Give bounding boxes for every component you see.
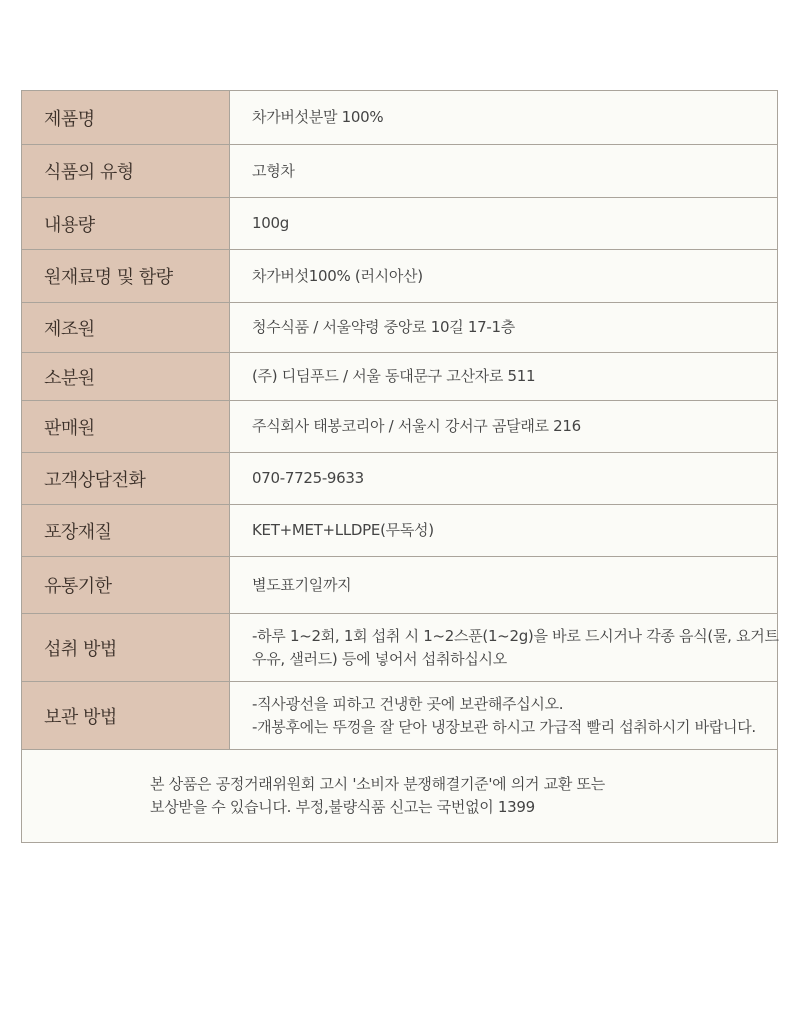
info-row-how-to-take bbox=[22, 614, 778, 682]
product-info-table bbox=[21, 90, 778, 843]
row-value bbox=[230, 401, 778, 453]
info-row-storage bbox=[22, 682, 778, 750]
row-value-line: -직사광선을 피하고 건냉한 곳에 보관해주십시오. bbox=[252, 694, 564, 713]
row-value-line: 070-7725-9633 bbox=[252, 469, 364, 487]
info-row-notice bbox=[22, 750, 778, 843]
row-value-line: (주) 디딤푸드 / 서울 동대문구 고산자로 511 bbox=[252, 367, 536, 385]
info-row-seller bbox=[22, 401, 778, 453]
row-value bbox=[230, 250, 778, 303]
info-row-product-name bbox=[22, 91, 778, 145]
row-label: 보관 방법 bbox=[22, 682, 230, 750]
row-value bbox=[230, 682, 778, 750]
row-value-line: 별도표기일까지 bbox=[252, 575, 352, 594]
row-value-line: 주식회사 태봉코리아 / 서울시 강서구 곰달래로 216 bbox=[252, 417, 581, 435]
row-value bbox=[230, 353, 778, 401]
consumer-notice bbox=[22, 750, 778, 843]
row-label: 판매원 bbox=[22, 401, 230, 453]
info-row-packaging bbox=[22, 505, 778, 557]
row-label: 섭취 방법 bbox=[22, 614, 230, 682]
row-label: 제조원 bbox=[22, 303, 230, 353]
row-label: 유통기한 bbox=[22, 557, 230, 614]
row-value bbox=[230, 303, 778, 353]
row-label: 제품명 bbox=[22, 91, 230, 145]
info-row-manufacturer bbox=[22, 303, 778, 353]
row-label: 포장재질 bbox=[22, 505, 230, 557]
row-value bbox=[230, 198, 778, 250]
row-value bbox=[230, 453, 778, 505]
info-row-customer-phone bbox=[22, 453, 778, 505]
row-label: 원재료명 및 함량 bbox=[22, 250, 230, 303]
row-value-line: 우유, 샐러드) 등에 넣어서 섭취하십시오 bbox=[252, 649, 507, 668]
row-value-line: 100g bbox=[252, 214, 289, 232]
info-row-expiry bbox=[22, 557, 778, 614]
row-value-line: -하루 1~2회, 1회 섭취 시 1~2스푼(1~2g)을 바로 드시거나 각종 음식(물, 요거트 bbox=[252, 626, 779, 645]
notice-line: 본 상품은 공정거래위원회 고시 '소비자 분쟁해결기준'에 의거 교환 또는 bbox=[150, 775, 605, 793]
row-value-line: -개봉후에는 뚜껑을 잘 닫아 냉장보관 하시고 가급적 빨리 섭취하시기 바랍니다. bbox=[252, 717, 756, 736]
info-row-net-content bbox=[22, 198, 778, 250]
row-label: 소분원 bbox=[22, 353, 230, 401]
row-label: 식품의 유형 bbox=[22, 145, 230, 198]
row-value bbox=[230, 91, 778, 145]
info-row-ingredients bbox=[22, 250, 778, 303]
row-value-line: 차가버섯분말 100% bbox=[252, 108, 384, 126]
row-value bbox=[230, 505, 778, 557]
info-row-food-type bbox=[22, 145, 778, 198]
row-value-line: 차가버섯100% (러시아산) bbox=[252, 266, 423, 285]
row-value-line: 고형차 bbox=[252, 161, 295, 180]
row-label: 고객상담전화 bbox=[22, 453, 230, 505]
row-label: 내용량 bbox=[22, 198, 230, 250]
row-value bbox=[230, 145, 778, 198]
row-value-line: KET+MET+LLDPE(무독성) bbox=[252, 521, 434, 539]
notice-line: 보상받을 수 있습니다. 부정,불량식품 신고는 국번없이 1399 bbox=[150, 798, 535, 816]
row-value-line: 청수식품 / 서울약령 중앙로 10길 17-1층 bbox=[252, 318, 515, 336]
row-value bbox=[230, 557, 778, 614]
info-row-repackager bbox=[22, 353, 778, 401]
row-value bbox=[230, 614, 778, 682]
